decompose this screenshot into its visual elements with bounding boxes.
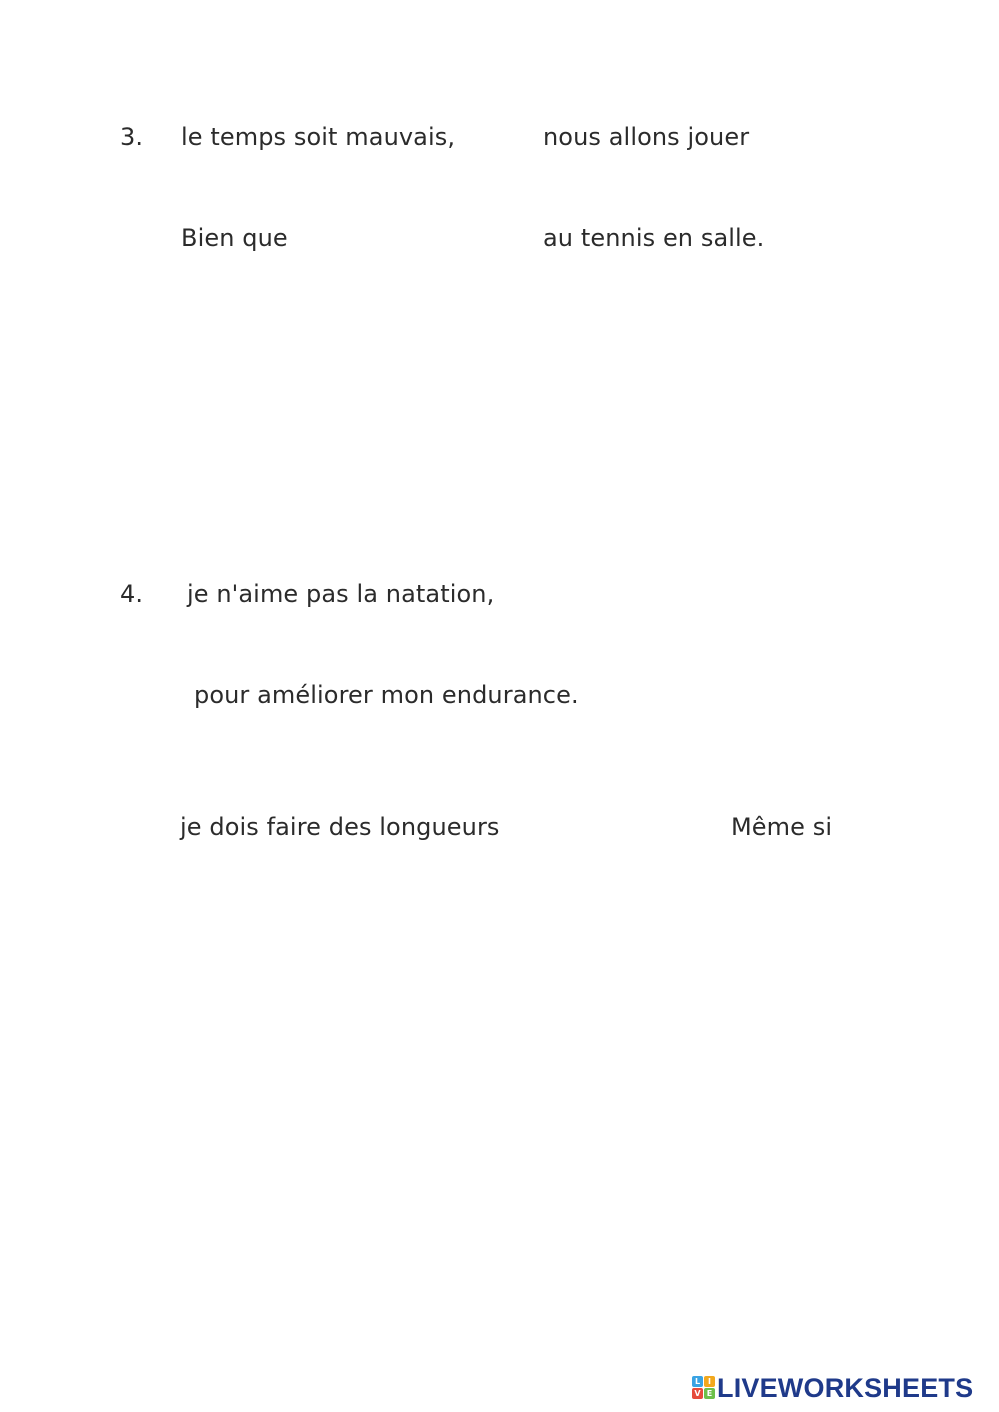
logo-square-e: E bbox=[704, 1388, 715, 1399]
exercise-3-fragment-1[interactable]: le temps soit mauvais, bbox=[181, 123, 456, 151]
logo-square-i: I bbox=[704, 1376, 715, 1387]
exercise-3-fragment-2[interactable]: nous allons jouer bbox=[543, 123, 750, 151]
liveworksheets-logo-text: LIVEWORKSHEETS bbox=[717, 1373, 974, 1403]
exercise-4-fragment-3[interactable]: je dois faire des longueurs bbox=[180, 813, 500, 841]
liveworksheets-logo bbox=[692, 1373, 973, 1403]
exercise-4-fragment-2[interactable]: pour améliorer mon endurance. bbox=[194, 681, 579, 709]
exercise-3-fragment-3[interactable]: Bien que bbox=[181, 224, 288, 252]
exercise-3-number: 3. bbox=[120, 123, 144, 151]
exercise-4-number: 4. bbox=[120, 580, 144, 608]
liveworksheets-logo-icon bbox=[692, 1376, 716, 1400]
exercise-3-fragment-4[interactable]: au tennis en salle. bbox=[543, 224, 765, 252]
exercise-4-fragment-1[interactable]: je n'aime pas la natation, bbox=[187, 580, 495, 608]
logo-square-v: V bbox=[692, 1388, 703, 1399]
logo-square-l: L bbox=[692, 1376, 703, 1387]
exercise-4-fragment-4[interactable]: Même si bbox=[731, 813, 833, 841]
